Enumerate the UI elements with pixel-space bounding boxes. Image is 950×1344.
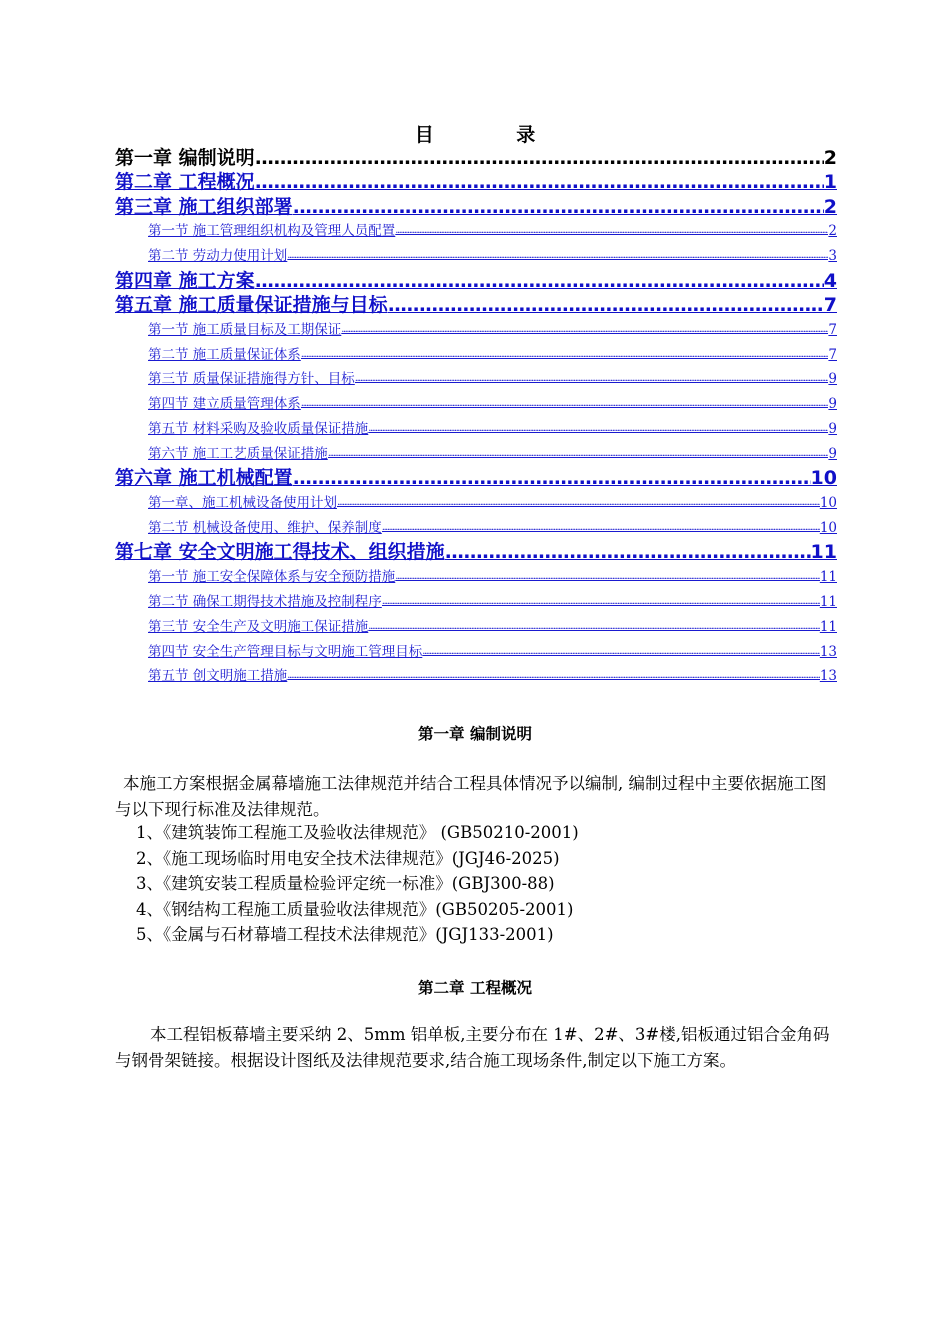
toc-entry-text: 第二章 工程概况 (115, 171, 255, 193)
toc-section[interactable] (115, 639, 837, 664)
toc-entry-page: 13 (819, 668, 837, 685)
toc-section[interactable] (115, 441, 837, 466)
toc-entry-page: 3 (828, 248, 837, 265)
toc-entry-page: 2 (823, 146, 837, 169)
toc-entry-text: 第四节 安全生产管理目标与文明施工管理目标 (148, 643, 423, 660)
toc-entry-page: 9 (828, 421, 837, 438)
toc-entry-text: 第二节 机械设备使用、维护、保养制度 (148, 519, 382, 536)
toc-section[interactable] (115, 391, 837, 416)
toc-section[interactable] (115, 614, 837, 639)
toc-entry-text: 第六章 施工机械配置 (115, 467, 293, 490)
toc-section[interactable] (115, 515, 837, 540)
chapter2-heading: 第二章 工程概况 (418, 979, 532, 997)
toc-entry-text: 第五章 施工质量保证措施与目标 (115, 294, 388, 317)
toc-chapter-3[interactable] (115, 194, 837, 219)
toc-chapter-2[interactable] (115, 170, 837, 195)
toc-entry-page: 2 (823, 195, 837, 218)
standard-item: 4、《钢结构工程施工质量验收法律规范》(GB50205-2001) (136, 899, 574, 919)
toc-entry-text: 第七章 安全文明施工得技术、组织措施 (115, 541, 445, 564)
toc-entry-text: 第一节 施工质量目标及工期保证 (148, 321, 342, 338)
toc-entry-page: 10 (819, 495, 837, 512)
toc-entry-text: 第三节 安全生产及文明施工保证措施 (148, 618, 369, 635)
toc-entry-page: 11 (819, 594, 837, 611)
toc-chapter-1[interactable] (115, 145, 837, 170)
chapter1-intro: 本施工方案根据金属幕墙施工法律规范并结合工程具体情况予以编制, 编制过程中主要依据施工图与以下现行标准及法律规范。 (115, 774, 827, 819)
standard-item: 5、《金属与石材幕墙工程技术法律规范》(JGJ133-2001) (136, 925, 554, 944)
toc-entry-text: 第四节 建立质量管理体系 (148, 396, 301, 413)
toc-entry-text: 第六节 施工工艺质量保证措施 (148, 445, 328, 462)
toc-entry-text: 第四章 施工方案 (115, 269, 255, 292)
toc-entry-page: 10 (810, 467, 837, 490)
toc-section[interactable] (115, 342, 837, 367)
toc-entry-page: 11 (819, 618, 837, 635)
table-of-contents (115, 145, 837, 688)
toc-entry-page: 9 (828, 371, 837, 388)
toc-entry-text: 第三章 施工组织部署 (115, 195, 293, 218)
toc-section[interactable] (115, 664, 837, 689)
toc-entry-text: 第三节 质量保证措施得方针、目标 (148, 371, 355, 388)
toc-section[interactable] (115, 490, 837, 515)
toc-entry-text: 第二节 确保工期得技术措施及控制程序 (148, 594, 382, 611)
toc-entry-page: 9 (828, 445, 837, 462)
toc-entry-page: 11 (810, 541, 837, 564)
toc-entry-page: 7 (828, 346, 837, 363)
standard-item: 3、《建筑安装工程质量检验评定统一标准》(GBJ300-88) (136, 874, 555, 893)
toc-chapter-5[interactable] (115, 293, 837, 318)
toc-entry-page: 11 (819, 569, 837, 586)
toc-entry-text: 第一节 施工安全保障体系与安全预防措施 (148, 569, 396, 586)
toc-entry-page: 2 (828, 223, 837, 240)
toc-entry-page: 13 (819, 643, 837, 660)
toc-section[interactable] (115, 317, 837, 342)
toc-entry-page: 7 (823, 294, 837, 317)
toc-section[interactable] (115, 219, 837, 244)
toc-entry-page: 4 (823, 269, 837, 292)
toc-section[interactable] (115, 367, 837, 392)
toc-entry-text: 第二节 施工质量保证体系 (148, 346, 301, 363)
standard-item: 1、《建筑装饰工程施工及验收法律规范》 (GB50210-2001) (136, 823, 579, 842)
toc-entry-text: 第二节 劳动力使用计划 (148, 248, 288, 265)
toc-entry-page: 10 (819, 519, 837, 536)
toc-chapter-4[interactable] (115, 268, 837, 293)
toc-section[interactable] (115, 564, 837, 589)
toc-entry-page: 9 (828, 396, 837, 413)
toc-section[interactable] (115, 589, 837, 614)
standard-item: 2、《施工现场临时用电安全技术法律规范》(JGJ46-2025) (136, 848, 560, 868)
toc-section[interactable] (115, 416, 837, 441)
toc-entry-text: 第一章 编制说明 (115, 146, 255, 169)
toc-entry-text: 第五节 材料采购及验收质量保证措施 (148, 421, 369, 438)
standards-list (136, 820, 836, 948)
toc-section[interactable] (115, 243, 837, 268)
toc-entry-page: 7 (828, 321, 837, 338)
toc-chapter-6[interactable] (115, 466, 837, 491)
toc-chapter-7[interactable] (115, 540, 837, 565)
chapter2-body: 本工程铝板幕墙主要采纳 2、5mm 铝单板,主要分布在 1#、2#、3#楼,铝板通过铝合金角码与钢骨架链接。根据设计图纸及法律规范要求,结合施工现场条件,制定以下施工方案。 (115, 1025, 830, 1070)
toc-entry-page: 1 (823, 171, 837, 193)
toc-entry-text: 第一节 施工管理组织机构及管理人员配置 (148, 223, 396, 240)
toc-entry-text: 第一章、施工机械设备使用计划 (148, 495, 337, 512)
chapter1-heading: 第一章 编制说明 (418, 725, 532, 743)
toc-entry-text: 第五节 创文明施工措施 (148, 668, 288, 685)
toc-title: 目 录 (414, 124, 574, 146)
